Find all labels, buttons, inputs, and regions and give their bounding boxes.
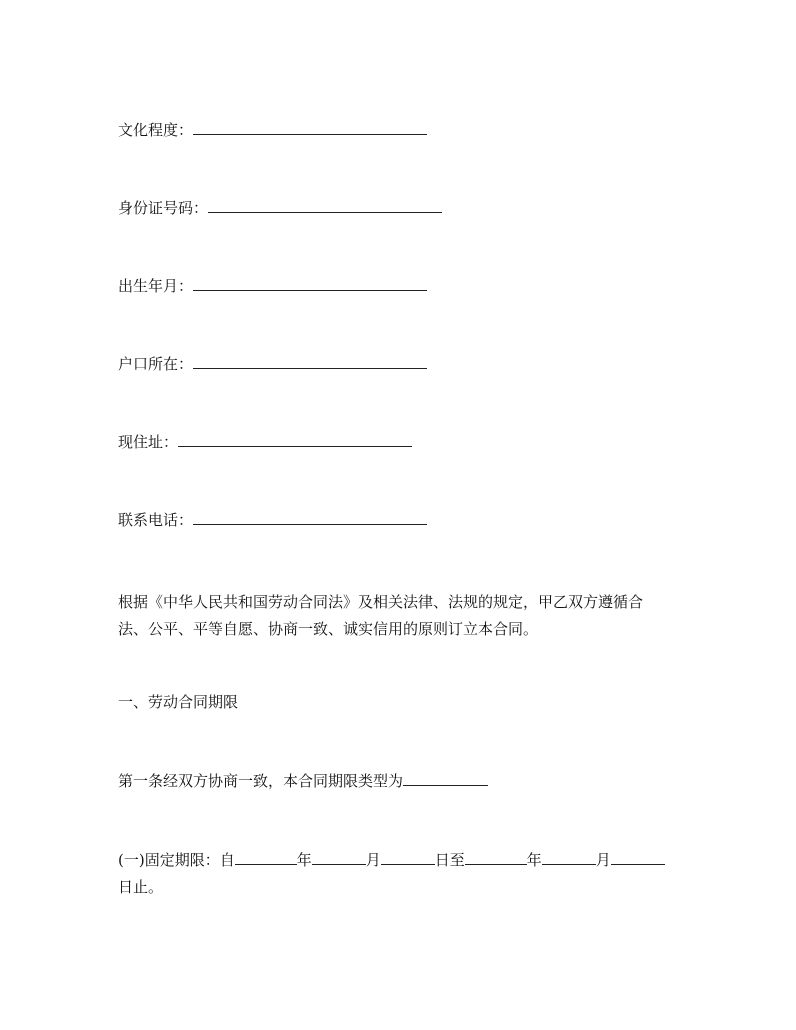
fill-blank-end-month[interactable] [542,850,596,865]
field-label: 户口所在： [118,355,194,373]
field-current-address [118,432,412,452]
field-household-registration [118,354,427,374]
clause-end: 日止。 [118,878,164,896]
article-text: 第一条经双方协商一致，本合同期限类型为 [118,772,404,790]
field-label: 现住址： [118,433,179,451]
fill-blank[interactable] [193,354,427,369]
fill-blank-end-day[interactable] [611,850,665,865]
label-year: 年 [296,851,312,869]
fixed-term-clause [118,847,688,901]
preamble-line-2: 法、公平、平等自愿、协商一致、诚实信用的原则订立本合同。 [118,620,539,638]
fixed-term-line [118,847,688,874]
label-month: 月 [595,851,611,869]
fill-blank[interactable] [193,510,427,525]
fill-blank[interactable] [178,432,412,447]
label-day-to: 日至 [434,851,465,869]
fill-blank[interactable] [403,771,488,786]
fill-blank[interactable] [193,276,427,291]
clause-prefix: (一)固定期限：自 [118,851,235,869]
preamble-paragraph [118,589,688,643]
fill-blank-start-day[interactable] [381,850,435,865]
fill-blank-start-month[interactable] [312,850,366,865]
fill-blank-end-year[interactable] [465,850,527,865]
field-label: 出生年月： [118,277,194,295]
field-birth-date [118,276,427,296]
fill-blank[interactable] [193,120,427,135]
fill-blank[interactable] [208,198,442,213]
field-phone [118,510,427,530]
label-month: 月 [365,851,381,869]
section-title: 一、劳动合同期限 [118,693,239,711]
field-id-number [118,198,442,218]
preamble-line-1: 根据《中华人民共和国劳动合同法》及相关法律、法规的规定，甲乙双方遵循合 [118,593,644,611]
fill-blank-start-year[interactable] [235,850,297,865]
field-education [118,120,427,140]
article-1 [118,771,488,791]
field-label: 联系电话： [118,511,194,529]
label-year: 年 [526,851,542,869]
field-label: 身份证号码： [118,199,209,217]
field-label: 文化程度： [118,121,194,139]
